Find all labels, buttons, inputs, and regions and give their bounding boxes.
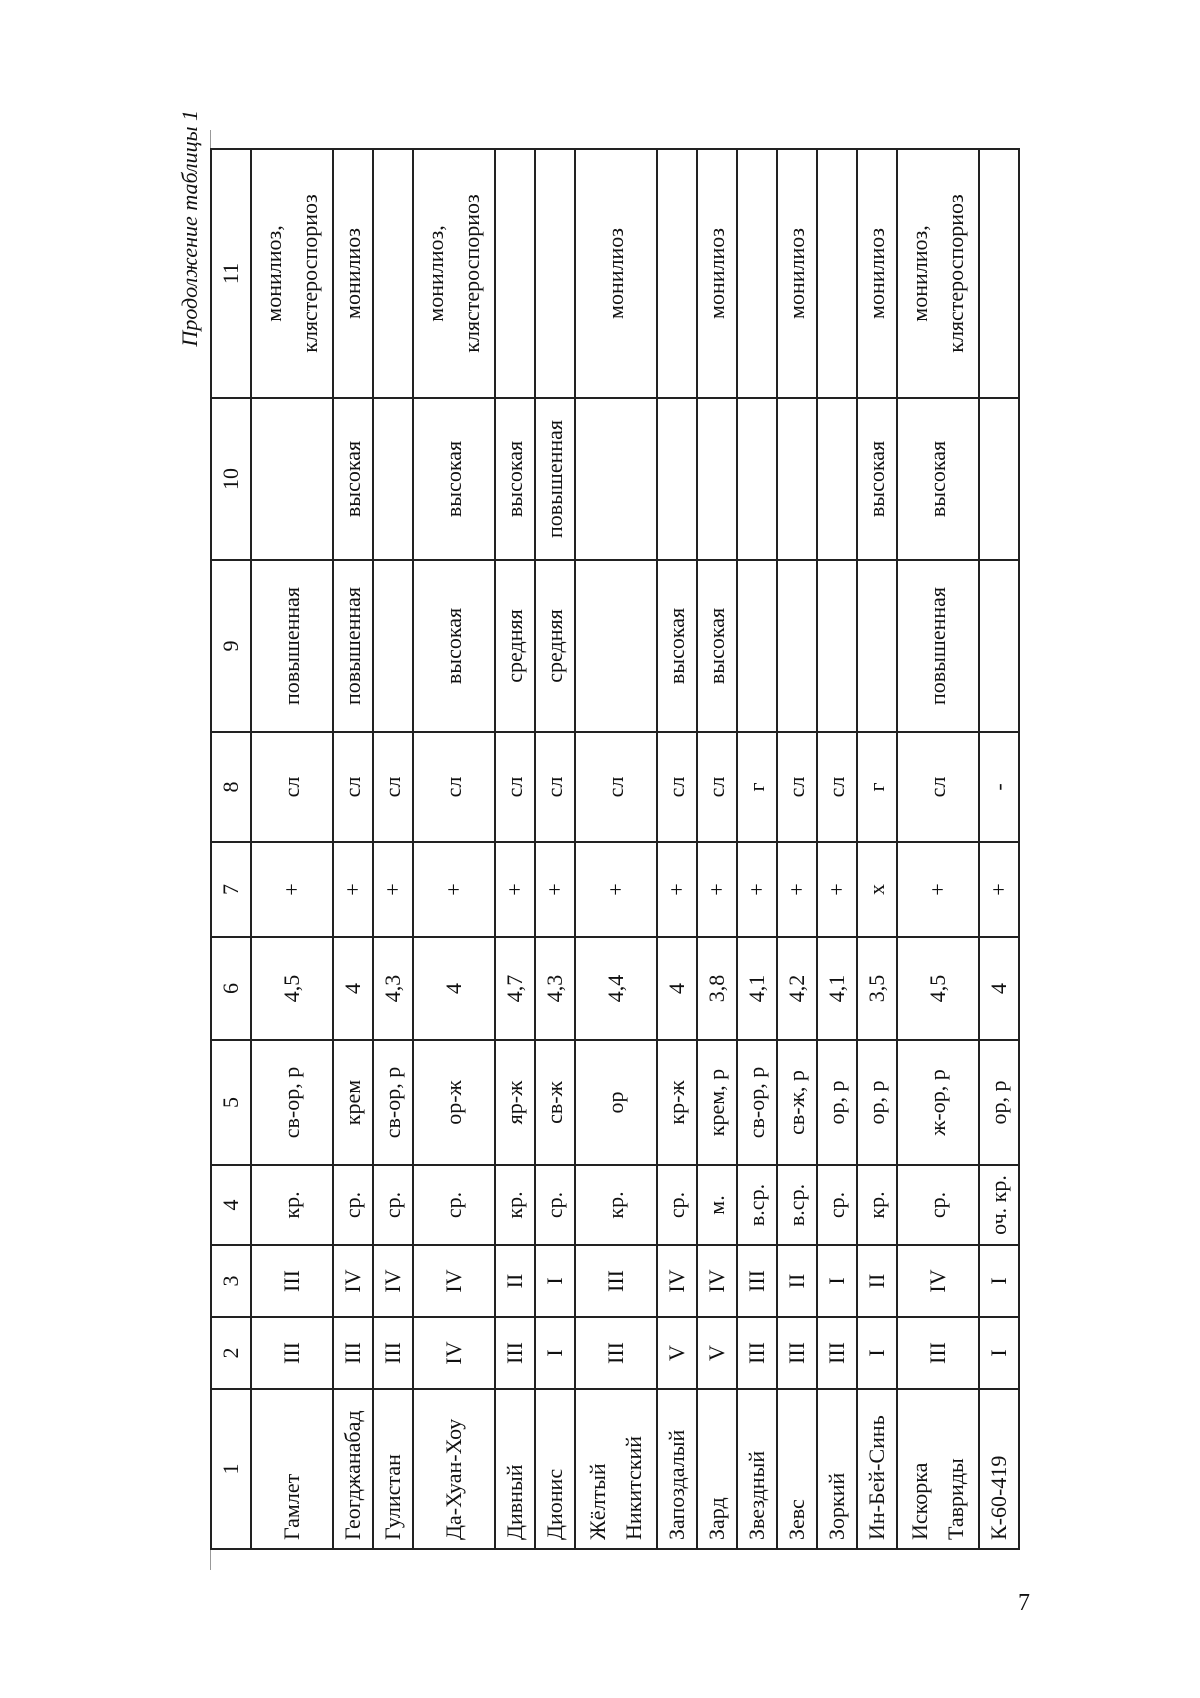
table-cell: I	[535, 1245, 575, 1317]
table-cell: I	[535, 1317, 575, 1389]
table-cell: монилиоз	[857, 149, 897, 398]
table-cell: сл	[535, 732, 575, 842]
table-cell	[777, 398, 817, 560]
table-cell: ср.	[535, 1165, 575, 1245]
cell-line: клястероспориоз	[297, 194, 322, 353]
table-row	[697, 149, 737, 1549]
table-cell: ср.	[897, 1165, 979, 1245]
table-cell	[657, 149, 697, 398]
table-cell: +	[817, 842, 857, 937]
table-cell: +	[777, 842, 817, 937]
table-cell: III	[333, 1317, 373, 1389]
table-cell	[857, 560, 897, 732]
table-cell	[413, 149, 495, 398]
table-cell: V	[657, 1317, 697, 1389]
table-cell: монилиоз	[777, 149, 817, 398]
table-cell: высокая	[857, 398, 897, 560]
table-cell: монилиоз	[697, 149, 737, 398]
table-cell	[575, 398, 657, 560]
table-cell: IV	[657, 1245, 697, 1317]
header-cell: 10	[211, 398, 251, 560]
table-cell: I	[817, 1245, 857, 1317]
table-cell: св-ор, р	[737, 1040, 777, 1165]
table-cell: высокая	[657, 560, 697, 732]
table-row	[413, 149, 495, 1549]
table-cell	[373, 398, 413, 560]
variety-name-cell: Звездный	[737, 1389, 777, 1549]
table-cell: +	[413, 842, 495, 937]
table-cell	[737, 149, 777, 398]
header-cell: 4	[211, 1165, 251, 1245]
table-cell: яр-ж	[495, 1040, 535, 1165]
table-cell: ср.	[657, 1165, 697, 1245]
table-row	[495, 149, 535, 1549]
table-caption: Продолжение таблицы 1	[177, 110, 202, 347]
table-cell: IV	[413, 1317, 495, 1389]
table-cell: повышенная	[333, 560, 373, 732]
table-cell: ср.	[333, 1165, 373, 1245]
table-cell: 4,3	[373, 937, 413, 1040]
table-cell	[373, 560, 413, 732]
table-cell	[657, 398, 697, 560]
table-cell: III	[373, 1317, 413, 1389]
table-cell	[817, 149, 857, 398]
table-cell: 4,1	[737, 937, 777, 1040]
table-cell: х	[857, 842, 897, 937]
variety-name-cell: К-60-419	[979, 1389, 1019, 1549]
table-cell: III	[897, 1317, 979, 1389]
table-cell	[373, 149, 413, 398]
table-cell: монилиоз	[575, 149, 657, 398]
table-cell: III	[575, 1317, 657, 1389]
table-cell: +	[575, 842, 657, 937]
table-cell: I	[979, 1245, 1019, 1317]
table-row	[979, 149, 1019, 1549]
table-cell: ор-ж	[413, 1040, 495, 1165]
table-cell: II	[495, 1245, 535, 1317]
table-cell	[979, 398, 1019, 560]
table-row	[333, 149, 373, 1549]
table-cell: 4,5	[897, 937, 979, 1040]
table-cell	[817, 560, 857, 732]
table-cell: +	[373, 842, 413, 937]
table-cell: сл	[575, 732, 657, 842]
cell-line: Искорка	[907, 1462, 932, 1540]
table-row	[657, 149, 697, 1549]
table-cell: II	[857, 1245, 897, 1317]
header-cell: 9	[211, 560, 251, 732]
table-cell: сл	[697, 732, 737, 842]
table-cell: ор, р	[817, 1040, 857, 1165]
table-cell: крем	[333, 1040, 373, 1165]
table-row	[897, 149, 979, 1549]
header-cell: 5	[211, 1040, 251, 1165]
table-row	[817, 149, 857, 1549]
table-cell: 4,4	[575, 937, 657, 1040]
variety-name-cell: Зард	[697, 1389, 737, 1549]
table-cell: крем, р	[697, 1040, 737, 1165]
cell-line: монилиоз,	[261, 225, 286, 322]
table-cell: монилиоз	[333, 149, 373, 398]
table-cell	[737, 560, 777, 732]
table-cell: III	[817, 1317, 857, 1389]
table-cell: +	[333, 842, 373, 937]
table-cell: 4	[413, 937, 495, 1040]
table-cell: IV	[897, 1245, 979, 1317]
table-body	[211, 149, 1019, 1549]
table-cell: св-ж, р	[777, 1040, 817, 1165]
table-row	[373, 149, 413, 1549]
table-cell: сл	[657, 732, 697, 842]
table-cell: ж-ор, р	[897, 1040, 979, 1165]
table-cell: IV	[697, 1245, 737, 1317]
table-cell: средняя	[535, 560, 575, 732]
table-cell: 4,1	[817, 937, 857, 1040]
table-cell: +	[657, 842, 697, 937]
table-cell: III	[575, 1245, 657, 1317]
table-cell: I	[857, 1317, 897, 1389]
table-cell: в.ср.	[737, 1165, 777, 1245]
table-cell: +	[535, 842, 575, 937]
table-cell: III	[251, 1245, 333, 1317]
table-cell: 3,5	[857, 937, 897, 1040]
table-cell: ср.	[413, 1165, 495, 1245]
table-cell: ор, р	[979, 1040, 1019, 1165]
table-cell	[535, 149, 575, 398]
table-cell: кр.	[857, 1165, 897, 1245]
table-cell	[251, 149, 333, 398]
header-row	[211, 149, 251, 1549]
table-cell: ор	[575, 1040, 657, 1165]
table-cell: г	[857, 732, 897, 842]
cell-line: монилиоз,	[423, 225, 448, 322]
table-cell: ср.	[373, 1165, 413, 1245]
table-cell: сл	[413, 732, 495, 842]
table-cell: IV	[413, 1245, 495, 1317]
table-cell: кр-ж	[657, 1040, 697, 1165]
table-cell: 4	[979, 937, 1019, 1040]
variety-name-cell: Дивный	[495, 1389, 535, 1549]
cell-line: клястероспориоз	[459, 194, 484, 353]
table-cell: высокая	[333, 398, 373, 560]
table-cell	[817, 398, 857, 560]
table-cell	[979, 149, 1019, 398]
variety-name-cell: Геогджанабад	[333, 1389, 373, 1549]
table-cell: +	[495, 842, 535, 937]
header-cell: 7	[211, 842, 251, 937]
table-cell: III	[251, 1317, 333, 1389]
variety-name-cell: Дионис	[535, 1389, 575, 1549]
table-cell: повышенная	[535, 398, 575, 560]
table-cell: +	[737, 842, 777, 937]
header-cell: 8	[211, 732, 251, 842]
table-row	[251, 149, 333, 1549]
table-row	[535, 149, 575, 1549]
table-cell: ср.	[817, 1165, 857, 1245]
table-cell: 4,5	[251, 937, 333, 1040]
cell-line: монилиоз,	[907, 225, 932, 322]
variety-name-cell: Зоркий	[817, 1389, 857, 1549]
table-cell: кр.	[495, 1165, 535, 1245]
table-cell: V	[697, 1317, 737, 1389]
table-cell: оч. кр.	[979, 1165, 1019, 1245]
table-cell	[251, 398, 333, 560]
header-cell: 3	[211, 1245, 251, 1317]
cell-line: Тавриды	[943, 1458, 968, 1540]
table-cell: сл	[333, 732, 373, 842]
page-number: 7	[1018, 1590, 1030, 1616]
table-cell: 4	[333, 937, 373, 1040]
cell-line: Жёлтый	[585, 1463, 610, 1540]
table-row	[737, 149, 777, 1549]
header-cell: 2	[211, 1317, 251, 1389]
table-cell: IV	[333, 1245, 373, 1317]
table-cell: 4,2	[777, 937, 817, 1040]
table-cell: 4,7	[495, 937, 535, 1040]
table-cell: +	[897, 842, 979, 937]
variety-name-cell: Да-Хуан-Хоу	[413, 1389, 495, 1549]
table-cell	[897, 149, 979, 398]
variety-name-cell: Запоздалый	[657, 1389, 697, 1549]
table-cell: сл	[373, 732, 413, 842]
table-cell: г	[737, 732, 777, 842]
table-cell: высокая	[697, 560, 737, 732]
varieties-table	[210, 148, 1020, 1550]
table-cell: +	[697, 842, 737, 937]
table-cell: III	[737, 1317, 777, 1389]
variety-name-cell	[897, 1389, 979, 1549]
table-cell: средняя	[495, 560, 535, 732]
table-cell: -	[979, 732, 1019, 842]
table-row	[575, 149, 657, 1549]
table-row	[777, 149, 817, 1549]
variety-name-cell: Ин-Бей-Синь	[857, 1389, 897, 1549]
table-cell	[777, 560, 817, 732]
table-cell: +	[251, 842, 333, 937]
table-cell: 4	[657, 937, 697, 1040]
table-cell	[495, 149, 535, 398]
table-cell: 4,3	[535, 937, 575, 1040]
table-cell: высокая	[897, 398, 979, 560]
table-cell: св-ор, р	[251, 1040, 333, 1165]
table-cell	[979, 560, 1019, 732]
table-cell: III	[495, 1317, 535, 1389]
table-cell: высокая	[413, 560, 495, 732]
table-cell: сл	[495, 732, 535, 842]
header-cell: 6	[211, 937, 251, 1040]
table-cell: IV	[373, 1245, 413, 1317]
table-cell	[575, 560, 657, 732]
variety-name-cell: Гулистан	[373, 1389, 413, 1549]
table-cell: сл	[817, 732, 857, 842]
table-cell: сл	[897, 732, 979, 842]
variety-name-cell: Зевс	[777, 1389, 817, 1549]
table-row	[857, 149, 897, 1549]
table-cell: св-ж	[535, 1040, 575, 1165]
table-cell: сл	[251, 732, 333, 842]
table-cell: в.ср.	[777, 1165, 817, 1245]
table-cell: I	[979, 1317, 1019, 1389]
header-cell: 1	[211, 1389, 251, 1549]
table-cell	[697, 398, 737, 560]
header-cell: 11	[211, 149, 251, 398]
table-cell: высокая	[413, 398, 495, 560]
variety-name-cell: Гамлет	[251, 1389, 333, 1549]
table-cell: м.	[697, 1165, 737, 1245]
variety-name-cell	[575, 1389, 657, 1549]
table-cell: III	[737, 1245, 777, 1317]
table-cell: высокая	[495, 398, 535, 560]
table-cell: св-ор, р	[373, 1040, 413, 1165]
table-cell: кр.	[251, 1165, 333, 1245]
table-cell: III	[777, 1317, 817, 1389]
table-cell: +	[979, 842, 1019, 937]
table-cell: II	[777, 1245, 817, 1317]
table-cell: повышенная	[251, 560, 333, 732]
table-cell: кр.	[575, 1165, 657, 1245]
cell-line: клястероспориоз	[943, 194, 968, 353]
table-cell: повышенная	[897, 560, 979, 732]
table-cell: 3,8	[697, 937, 737, 1040]
cell-line: Никитский	[621, 1435, 646, 1540]
table-cell: ор, р	[857, 1040, 897, 1165]
table-cell	[737, 398, 777, 560]
table-cell: сл	[777, 732, 817, 842]
rotated-table-frame	[170, 110, 1045, 1550]
